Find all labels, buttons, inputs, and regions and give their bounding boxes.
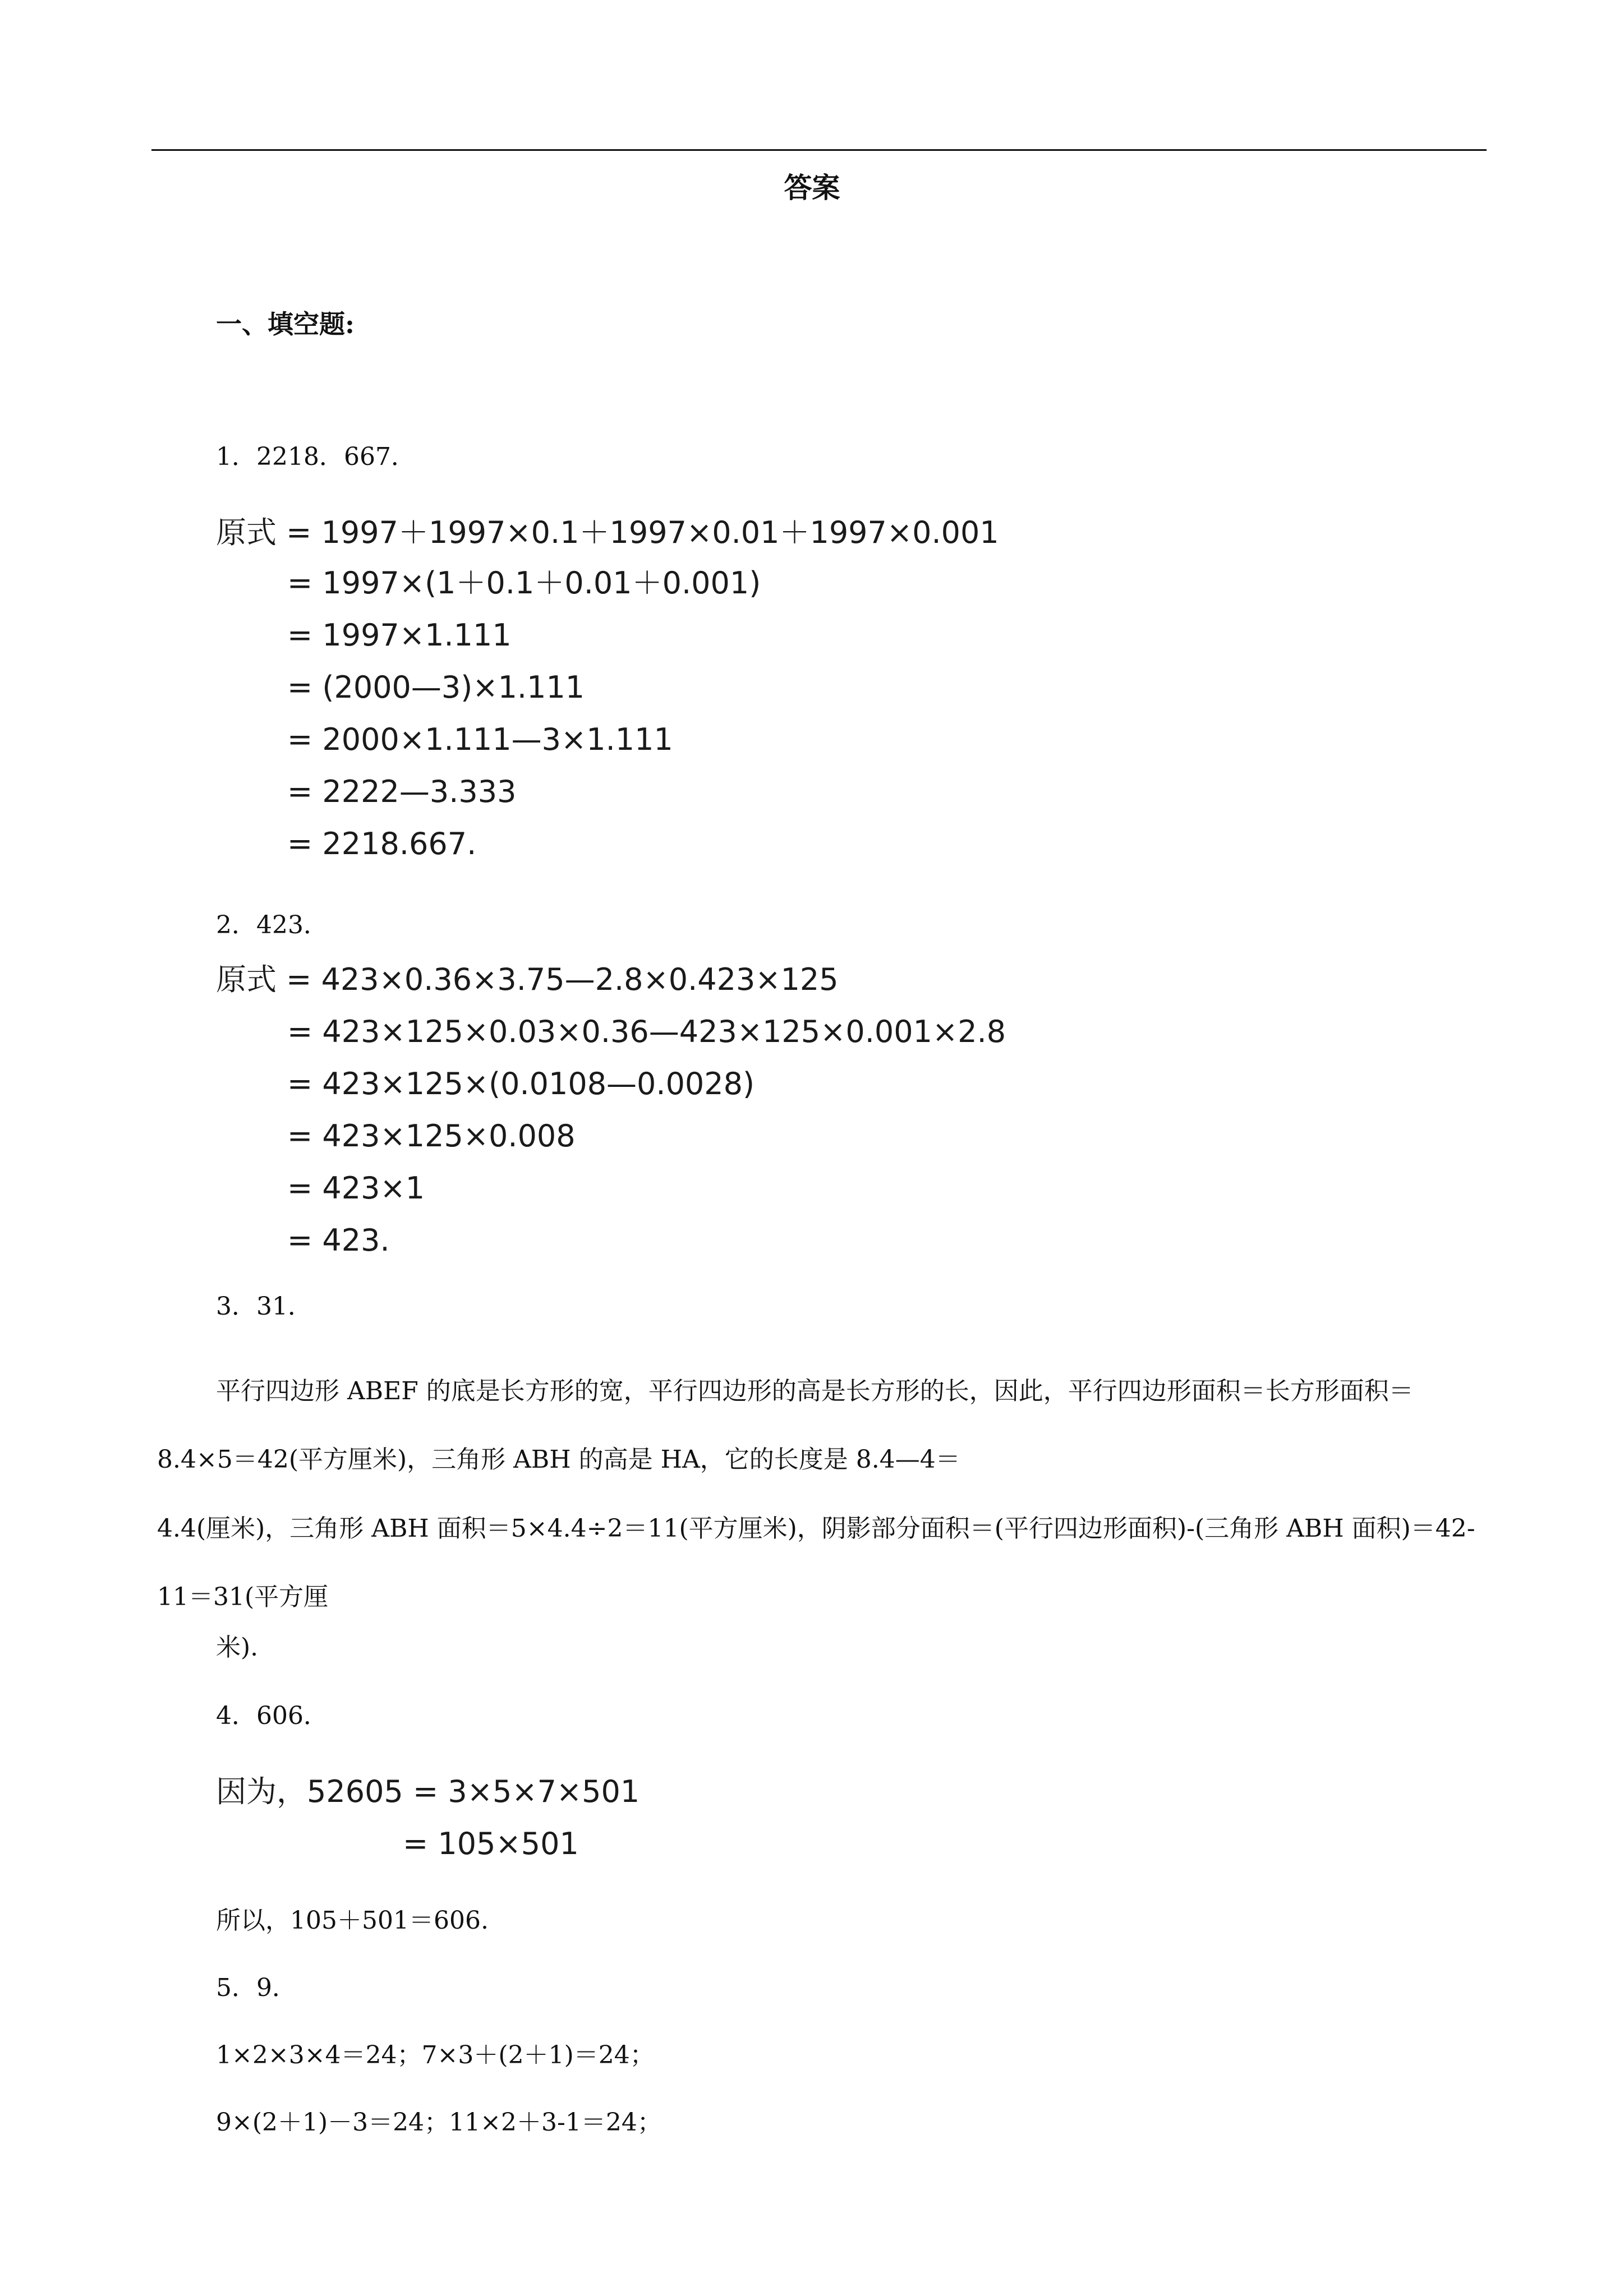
q1-step: 原式 = 1997＋1997×0.1＋1997×0.01＋1997×0.001 (216, 515, 999, 550)
q1-step: = 2218.667. (287, 826, 477, 861)
q2-step: = 423×1 (287, 1170, 425, 1206)
q5-line: 9×(2＋1)－3＝24；11×2＋3-1＝24； (216, 2108, 662, 2137)
q1-step: = 2000×1.111—3×1.111 (287, 722, 673, 757)
q2-step: = 423. (287, 1223, 390, 1258)
q1-step: = 1997×(1＋0.1＋0.01＋0.001) (287, 565, 761, 601)
q2-step: 原式 = 423×0.36×3.75—2.8×0.423×125 (216, 962, 839, 997)
q2-answer: 2．423． (216, 911, 328, 939)
section-title: 一、填空题: (216, 309, 355, 339)
q1-step: = 2222—3.333 (287, 774, 517, 809)
q4-answer: 4．606． (216, 1702, 328, 1730)
q4-step: 因为，52605 = 3×5×7×501 (216, 1774, 640, 1809)
q1-step: = 1997×1.111 (287, 617, 512, 653)
q2-step: = 423×125×0.03×0.36—423×125×0.001×2.8 (287, 1014, 1006, 1049)
q1-step: = (2000—3)×1.111 (287, 670, 585, 705)
page-title: 答案 (784, 171, 840, 204)
q4-step: = 105×501 (403, 1826, 579, 1861)
q2-step: = 423×125×(0.0108—0.0028) (287, 1066, 755, 1101)
q1-answer: 1．2218．667． (216, 442, 416, 471)
header-rule (151, 149, 1487, 151)
q4-conclusion: 所以，105＋501＝606. (216, 1906, 489, 1935)
q3-explanation-2: 4.4(厘米)，三角形 ABH 面积＝5×4.4÷2＝11(平方厘米)，阴影部分面积＝(平行四边形面积)-(三角形 ABH 面积)＝42-11＝31(平方厘 (157, 1514, 1475, 1611)
q5-answer: 5．9． (216, 1974, 297, 2002)
q3-explanation-3: 米). (216, 1633, 259, 1662)
q3-answer: 3．31． (216, 1292, 312, 1321)
q2-step: = 423×125×0.008 (287, 1118, 576, 1154)
q3-explanation-1: 平行四边形 ABEF 的底是长方形的宽，平行四边形的高是长方形的长，因此，平行四边形面积＝长方形面积＝8.4×5＝42(平方厘米)，三角形 ABH 的高是 HA，它的长度是 8.4—4＝ (157, 1377, 1414, 1474)
q5-line: 1×2×3×4＝24；7×3＋(2＋1)＝24； (216, 2041, 655, 2069)
